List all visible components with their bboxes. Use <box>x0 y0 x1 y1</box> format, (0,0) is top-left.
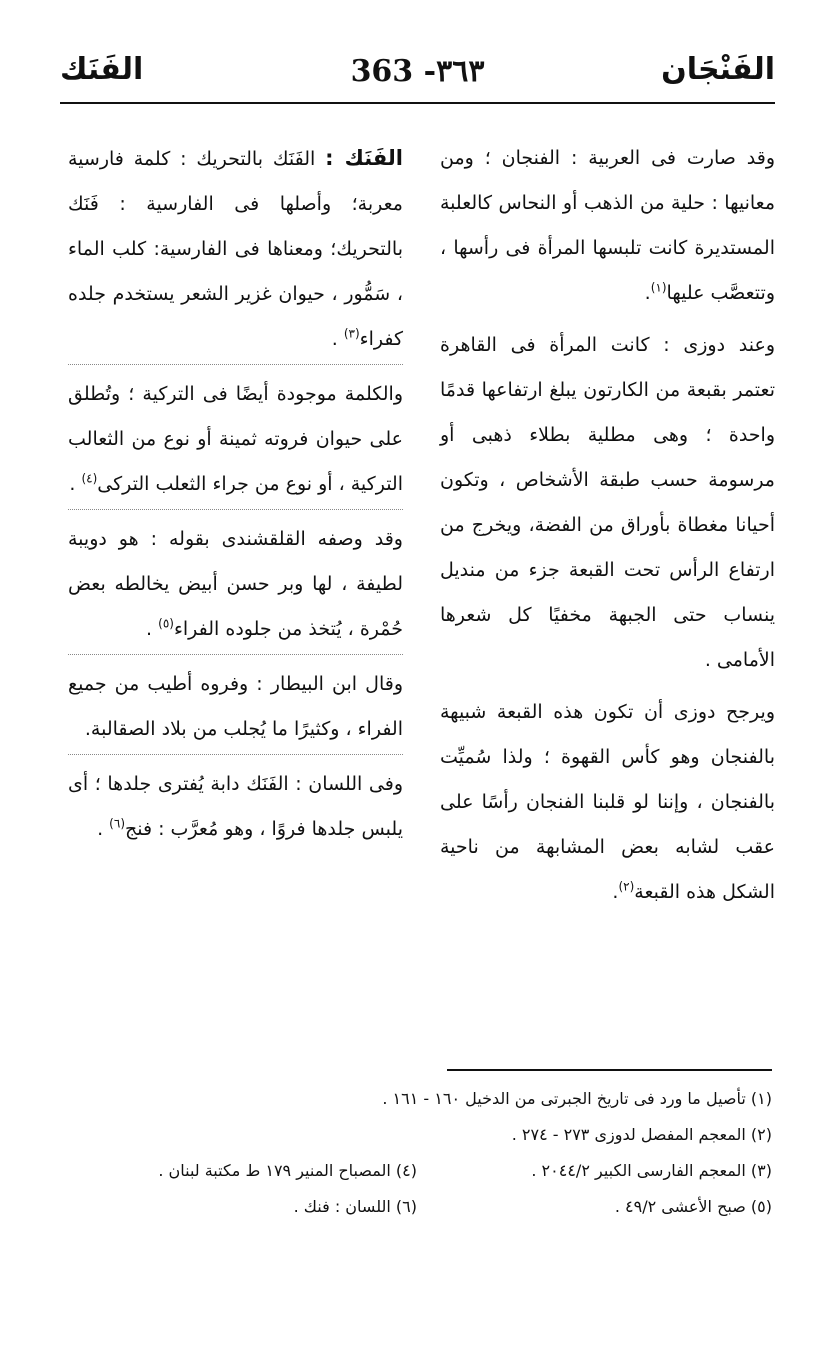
paragraph: وفى اللسان : الفَنَك دابة يُفترى جلدها ؛ أى يلبس جلدها فروًا ، وهو مُعرَّب : فنج$^{(٦)}$ . <box>68 773 403 840</box>
page-number: 363 -٣٦٣ <box>350 54 485 89</box>
right-column <box>440 136 775 922</box>
footnote-ref: (٥) <box>158 616 174 631</box>
paragraph-text: الفَنَك بالتحريك : كلمة فارسية معربة؛ وأصلها فى الفارسية : فَنَك بالتحريك؛ ومعناها فى الفارسية: كلب الماء ، سَمُّور ، حيوان غزير الشعر يستخدم جلده كفراء <box>68 148 403 350</box>
footnote: (١) تأصيل ما ورد فى تاريخ الجبرتى من الدخيل ١٦٠ - ١٦١ . <box>382 1089 772 1108</box>
footnote: (٦) اللسان : فنك . <box>293 1197 417 1216</box>
footnote-ref: (٤) <box>81 471 98 486</box>
paragraph-text: ويرجح دوزى أن تكون هذه القبعة شبيهة بالفنجان وهو كأس القهوة ؛ ولذا سُميِّت بالفنجان ، وإننا لو قلبنا الفنجان رأسًا على عقب لشابه بعض المشابهة من ناحية الشكل هذه القبعة <box>440 701 775 903</box>
footnote-ref: (٦) <box>109 816 125 831</box>
paragraph-text: وقال ابن البيطار : وفروه أطيب من جميع الفراء ، وكثيرًا ما يُجلب من بلاد الصقالبة. <box>68 673 403 740</box>
footnote-ref: (٣) <box>343 326 360 341</box>
paragraph-text: والكلمة موجودة أيضًا فى التركية ؛ وتُطلق على حيوان فروته ثمينة أو نوع من الثعالب التركية ، أو نوع من جراء الثعلب التركى <box>68 383 403 495</box>
paragraph-text: وقد وصفه القلقشندى بقوله : هو دويبة لطيفة ، لها وبر حسن أبيض يخالطه بعض حُمْرة ، يُتخذ من جلوده الفراء <box>68 528 403 640</box>
footnote-ref: (١) <box>650 280 667 295</box>
paragraph <box>440 323 775 683</box>
headword-left: الفَنَك <box>60 52 144 87</box>
paragraph <box>68 662 403 755</box>
paragraph: وقد صارت فى العربية : الفنجان ؛ ومن معانيها : حلية من الذهب أو النحاس كالعلبة المستديرة كانت تلبسها المرأة فى رأسها ، وتتعصَّب عليها$^{(١)}$. <box>440 147 775 304</box>
footnote: (٥) صبح الأعشى ٤٩/٢ . <box>614 1197 772 1216</box>
paragraph: والكلمة موجودة أيضًا فى التركية ؛ وتُطلق على حيوان فروته ثمينة أو نوع من الثعالب التركية ، أو نوع من جراء الثعلب التركى$^{(٤)}$ . <box>68 372 403 510</box>
footnote: (٣) المعجم الفارسى الكبير ٢٠٤٤/٢ . <box>531 1161 772 1180</box>
paragraph: ويرجح دوزى أن تكون هذه القبعة شبيهة بالفنجان وهو كأس القهوة ؛ ولذا سُميِّت بالفنجان ، وإننا لو قلبنا الفنجان رأسًا على عقب لشابه بعض المشابهة من ناحية الشكل هذه القبعة$^{(٢)}$. <box>440 701 775 903</box>
paragraph-text: وفى اللسان : الفَنَك دابة يُفترى جلدها ؛ أى يلبس جلدها فروًا ، وهو مُعرَّب : فنج <box>68 773 403 840</box>
page-header <box>60 52 775 100</box>
paragraph: الفَنَك : الفَنَك بالتحريك : كلمة فارسية معربة؛ وأصلها فى الفارسية : فَنَك بالتحريك؛ ومعناها فى الفارسية: كلب الماء ، سَمُّور ، حيوان غزير الشعر يستخدم جلده كفراء$^{(٣)}$ . <box>68 136 403 365</box>
entry-headword: الفَنَك : <box>325 146 403 170</box>
footnote-ref: (٢) <box>618 879 635 894</box>
paragraph: وقد وصفه القلقشندى بقوله : هو دويبة لطيفة ، لها وبر حسن أبيض يخالطه بعض حُمْرة ، يُتخذ من جلوده الفراء$^{(٥)}$ . <box>68 517 403 655</box>
footnote: (٤) المصباح المنير ١٧٩ ط مكتبة لبنان . <box>158 1161 417 1180</box>
headword-right: الفَنْجَان <box>661 52 775 87</box>
footnote: (٢) المعجم المفصل لدوزى ٢٧٣ - ٢٧٤ . <box>511 1125 772 1144</box>
left-column <box>68 136 403 859</box>
paragraph-text: وقد صارت فى العربية : الفنجان ؛ ومن معانيها : حلية من الذهب أو النحاس كالعلبة المستديرة كانت تلبسها المرأة فى رأسها ، وتتعصَّب عليها <box>440 147 775 304</box>
header-rule <box>60 102 775 104</box>
footnote-rule <box>447 1069 772 1071</box>
paragraph-text: وعند دوزى : كانت المرأة فى القاهرة تعتمر بقبعة من الكارتون يبلغ ارتفاعها قدمًا واحدة ؛ وهى مطلية بطلاء ذهبى أو مرسومة حسب طبقة الأشخاص ، وتكون أحيانا مغطاة بأوراق من الفضة، ويخرج من ارتفاع الرأس تحت القبعة جزء من منديل ينساب حتى الجبهة مخفيًا كل شعرها الأمامى . <box>440 334 775 671</box>
